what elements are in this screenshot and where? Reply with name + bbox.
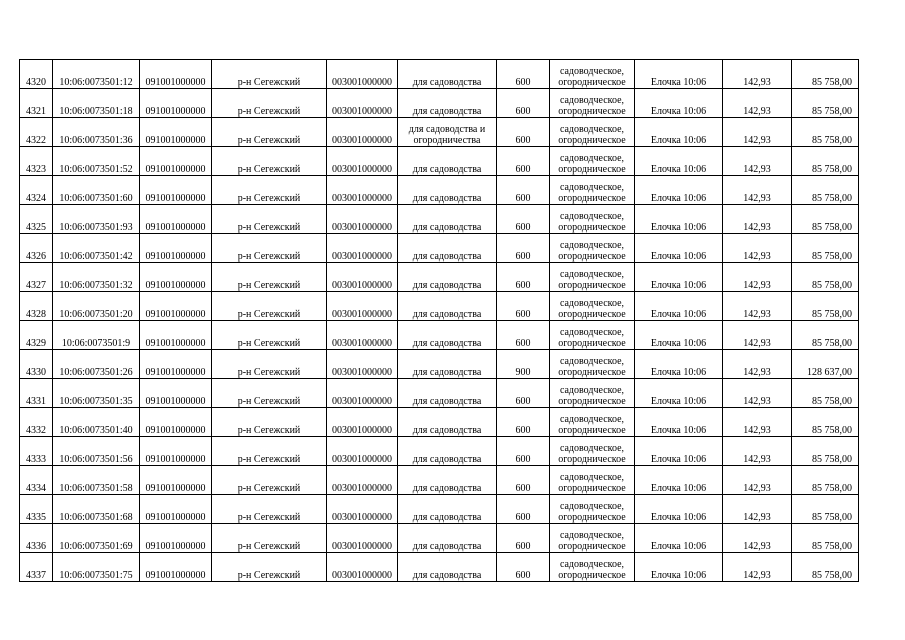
purpose-cell: для садоводства [398,292,497,321]
valuation-group-cell: Елочка 10:06 [635,89,723,118]
area-cell: 600 [497,466,550,495]
area-cell: 600 [497,147,550,176]
locality-code-cell: 003001000000 [327,147,398,176]
specific-value-cell: 142,93 [723,234,792,263]
oktmo-code-cell: 091001000000 [140,118,212,147]
usage-type-cell: садоводческое, огородническое [550,437,635,466]
row-number-cell: 4334 [20,466,53,495]
row-number-cell: 4330 [20,350,53,379]
usage-type-cell: садоводческое, огородническое [550,118,635,147]
usage-type-cell: садоводческое, огородническое [550,408,635,437]
valuation-group-cell: Елочка 10:06 [635,292,723,321]
row-number-cell: 4329 [20,321,53,350]
locality-code-cell: 003001000000 [327,176,398,205]
cadastral-number-cell: 10:06:0073501:52 [53,147,140,176]
cadastral-number-cell: 10:06:0073501:20 [53,292,140,321]
locality-code-cell: 003001000000 [327,553,398,582]
table-row [20,408,859,437]
cadastral-value-cell: 85 758,00 [792,495,859,524]
area-cell: 600 [497,408,550,437]
district-cell: р-н Сегежский [212,89,327,118]
purpose-cell: для садоводства [398,205,497,234]
area-cell: 600 [497,292,550,321]
usage-type-cell: садоводческое, огородническое [550,524,635,553]
cadastral-number-cell: 10:06:0073501:9 [53,321,140,350]
cadastral-number-cell: 10:06:0073501:18 [53,89,140,118]
district-cell: р-н Сегежский [212,408,327,437]
locality-code-cell: 003001000000 [327,437,398,466]
oktmo-code-cell: 091001000000 [140,437,212,466]
cadastral-value-cell: 85 758,00 [792,89,859,118]
area-cell: 600 [497,234,550,263]
cadastral-number-cell: 10:06:0073501:68 [53,495,140,524]
land-valuation-table [19,59,859,582]
cadastral-value-cell: 128 637,00 [792,350,859,379]
valuation-group-cell: Елочка 10:06 [635,263,723,292]
purpose-cell: для садоводства [398,60,497,89]
table-row [20,553,859,582]
district-cell: р-н Сегежский [212,234,327,263]
specific-value-cell: 142,93 [723,495,792,524]
area-cell: 600 [497,379,550,408]
district-cell: р-н Сегежский [212,495,327,524]
cadastral-value-cell: 85 758,00 [792,234,859,263]
usage-type-cell: садоводческое, огородническое [550,350,635,379]
usage-type-cell: садоводческое, огородническое [550,176,635,205]
valuation-group-cell: Елочка 10:06 [635,321,723,350]
purpose-cell: для садоводства [398,524,497,553]
specific-value-cell: 142,93 [723,350,792,379]
table-row [20,350,859,379]
usage-type-cell: садоводческое, огородническое [550,553,635,582]
oktmo-code-cell: 091001000000 [140,524,212,553]
purpose-cell: для садоводства [398,147,497,176]
specific-value-cell: 142,93 [723,524,792,553]
cadastral-value-cell: 85 758,00 [792,437,859,466]
table-row [20,263,859,292]
district-cell: р-н Сегежский [212,292,327,321]
valuation-group-cell: Елочка 10:06 [635,495,723,524]
valuation-group-cell: Елочка 10:06 [635,437,723,466]
area-cell: 600 [497,524,550,553]
usage-type-cell: садоводческое, огородническое [550,466,635,495]
cadastral-value-cell: 85 758,00 [792,553,859,582]
row-number-cell: 4323 [20,147,53,176]
district-cell: р-н Сегежский [212,321,327,350]
row-number-cell: 4337 [20,553,53,582]
area-cell: 900 [497,350,550,379]
cadastral-number-cell: 10:06:0073501:75 [53,553,140,582]
usage-type-cell: садоводческое, огородническое [550,89,635,118]
valuation-group-cell: Елочка 10:06 [635,379,723,408]
row-number-cell: 4332 [20,408,53,437]
district-cell: р-н Сегежский [212,524,327,553]
oktmo-code-cell: 091001000000 [140,350,212,379]
area-cell: 600 [497,553,550,582]
specific-value-cell: 142,93 [723,553,792,582]
table-body [20,60,859,582]
locality-code-cell: 003001000000 [327,205,398,234]
purpose-cell: для садоводства [398,263,497,292]
row-number-cell: 4322 [20,118,53,147]
cadastral-number-cell: 10:06:0073501:93 [53,205,140,234]
cadastral-value-cell: 85 758,00 [792,60,859,89]
district-cell: р-н Сегежский [212,379,327,408]
specific-value-cell: 142,93 [723,379,792,408]
usage-type-cell: садоводческое, огородническое [550,292,635,321]
specific-value-cell: 142,93 [723,292,792,321]
area-cell: 600 [497,495,550,524]
purpose-cell: для садоводства [398,437,497,466]
row-number-cell: 4325 [20,205,53,234]
area-cell: 600 [497,60,550,89]
purpose-cell: для садоводства [398,466,497,495]
locality-code-cell: 003001000000 [327,321,398,350]
specific-value-cell: 142,93 [723,466,792,495]
table-row [20,205,859,234]
valuation-group-cell: Елочка 10:06 [635,350,723,379]
oktmo-code-cell: 091001000000 [140,408,212,437]
area-cell: 600 [497,205,550,234]
cadastral-number-cell: 10:06:0073501:40 [53,408,140,437]
locality-code-cell: 003001000000 [327,495,398,524]
specific-value-cell: 142,93 [723,263,792,292]
cadastral-value-cell: 85 758,00 [792,147,859,176]
specific-value-cell: 142,93 [723,408,792,437]
cadastral-value-cell: 85 758,00 [792,408,859,437]
row-number-cell: 4336 [20,524,53,553]
purpose-cell: для садоводства и огородничества [398,118,497,147]
area-cell: 600 [497,176,550,205]
oktmo-code-cell: 091001000000 [140,234,212,263]
table-row [20,118,859,147]
table-row [20,147,859,176]
cadastral-value-cell: 85 758,00 [792,466,859,495]
locality-code-cell: 003001000000 [327,466,398,495]
oktmo-code-cell: 091001000000 [140,263,212,292]
locality-code-cell: 003001000000 [327,379,398,408]
specific-value-cell: 142,93 [723,176,792,205]
district-cell: р-н Сегежский [212,437,327,466]
usage-type-cell: садоводческое, огородническое [550,60,635,89]
oktmo-code-cell: 091001000000 [140,466,212,495]
row-number-cell: 4331 [20,379,53,408]
cadastral-value-cell: 85 758,00 [792,321,859,350]
oktmo-code-cell: 091001000000 [140,553,212,582]
valuation-group-cell: Елочка 10:06 [635,466,723,495]
valuation-group-cell: Елочка 10:06 [635,524,723,553]
cadastral-value-cell: 85 758,00 [792,176,859,205]
cadastral-number-cell: 10:06:0073501:35 [53,379,140,408]
table-row [20,437,859,466]
district-cell: р-н Сегежский [212,350,327,379]
district-cell: р-н Сегежский [212,60,327,89]
valuation-group-cell: Елочка 10:06 [635,205,723,234]
table-row [20,292,859,321]
table-row [20,495,859,524]
purpose-cell: для садоводства [398,350,497,379]
cadastral-value-cell: 85 758,00 [792,524,859,553]
specific-value-cell: 142,93 [723,321,792,350]
cadastral-number-cell: 10:06:0073501:56 [53,437,140,466]
usage-type-cell: садоводческое, огородническое [550,379,635,408]
locality-code-cell: 003001000000 [327,234,398,263]
district-cell: р-н Сегежский [212,118,327,147]
locality-code-cell: 003001000000 [327,89,398,118]
usage-type-cell: садоводческое, огородническое [550,495,635,524]
valuation-group-cell: Елочка 10:06 [635,176,723,205]
cadastral-number-cell: 10:06:0073501:60 [53,176,140,205]
area-cell: 600 [497,263,550,292]
usage-type-cell: садоводческое, огородническое [550,147,635,176]
row-number-cell: 4327 [20,263,53,292]
purpose-cell: для садоводства [398,89,497,118]
district-cell: р-н Сегежский [212,176,327,205]
valuation-group-cell: Елочка 10:06 [635,234,723,263]
locality-code-cell: 003001000000 [327,350,398,379]
oktmo-code-cell: 091001000000 [140,379,212,408]
usage-type-cell: садоводческое, огородническое [550,234,635,263]
cadastral-number-cell: 10:06:0073501:32 [53,263,140,292]
row-number-cell: 4324 [20,176,53,205]
purpose-cell: для садоводства [398,379,497,408]
oktmo-code-cell: 091001000000 [140,292,212,321]
valuation-group-cell: Елочка 10:06 [635,118,723,147]
oktmo-code-cell: 091001000000 [140,321,212,350]
table-row [20,321,859,350]
row-number-cell: 4326 [20,234,53,263]
oktmo-code-cell: 091001000000 [140,147,212,176]
locality-code-cell: 003001000000 [327,263,398,292]
purpose-cell: для садоводства [398,234,497,263]
locality-code-cell: 003001000000 [327,118,398,147]
oktmo-code-cell: 091001000000 [140,176,212,205]
locality-code-cell: 003001000000 [327,408,398,437]
cadastral-number-cell: 10:06:0073501:69 [53,524,140,553]
table-row [20,466,859,495]
table-row [20,60,859,89]
valuation-group-cell: Елочка 10:06 [635,408,723,437]
table-row [20,176,859,205]
table-row [20,379,859,408]
area-cell: 600 [497,321,550,350]
oktmo-code-cell: 091001000000 [140,205,212,234]
area-cell: 600 [497,437,550,466]
locality-code-cell: 003001000000 [327,60,398,89]
usage-type-cell: садоводческое, огородническое [550,263,635,292]
row-number-cell: 4333 [20,437,53,466]
cadastral-value-cell: 85 758,00 [792,292,859,321]
table-row [20,89,859,118]
district-cell: р-н Сегежский [212,205,327,234]
specific-value-cell: 142,93 [723,89,792,118]
area-cell: 600 [497,118,550,147]
cadastral-value-cell: 85 758,00 [792,118,859,147]
specific-value-cell: 142,93 [723,60,792,89]
specific-value-cell: 142,93 [723,118,792,147]
row-number-cell: 4328 [20,292,53,321]
cadastral-number-cell: 10:06:0073501:42 [53,234,140,263]
purpose-cell: для садоводства [398,176,497,205]
purpose-cell: для садоводства [398,408,497,437]
valuation-group-cell: Елочка 10:06 [635,60,723,89]
oktmo-code-cell: 091001000000 [140,495,212,524]
valuation-group-cell: Елочка 10:06 [635,147,723,176]
cadastral-number-cell: 10:06:0073501:26 [53,350,140,379]
cadastral-value-cell: 85 758,00 [792,379,859,408]
usage-type-cell: садоводческое, огородническое [550,321,635,350]
cadastral-value-cell: 85 758,00 [792,263,859,292]
area-cell: 600 [497,89,550,118]
valuation-group-cell: Елочка 10:06 [635,553,723,582]
cadastral-number-cell: 10:06:0073501:58 [53,466,140,495]
row-number-cell: 4321 [20,89,53,118]
oktmo-code-cell: 091001000000 [140,89,212,118]
row-number-cell: 4335 [20,495,53,524]
purpose-cell: для садоводства [398,495,497,524]
district-cell: р-н Сегежский [212,147,327,176]
row-number-cell: 4320 [20,60,53,89]
cadastral-number-cell: 10:06:0073501:36 [53,118,140,147]
specific-value-cell: 142,93 [723,437,792,466]
locality-code-cell: 003001000000 [327,524,398,553]
oktmo-code-cell: 091001000000 [140,60,212,89]
purpose-cell: для садоводства [398,553,497,582]
locality-code-cell: 003001000000 [327,292,398,321]
purpose-cell: для садоводства [398,321,497,350]
district-cell: р-н Сегежский [212,466,327,495]
usage-type-cell: садоводческое, огородническое [550,205,635,234]
table-row [20,524,859,553]
cadastral-number-cell: 10:06:0073501:12 [53,60,140,89]
specific-value-cell: 142,93 [723,205,792,234]
cadastral-value-cell: 85 758,00 [792,205,859,234]
table-row [20,234,859,263]
district-cell: р-н Сегежский [212,553,327,582]
specific-value-cell: 142,93 [723,147,792,176]
district-cell: р-н Сегежский [212,263,327,292]
